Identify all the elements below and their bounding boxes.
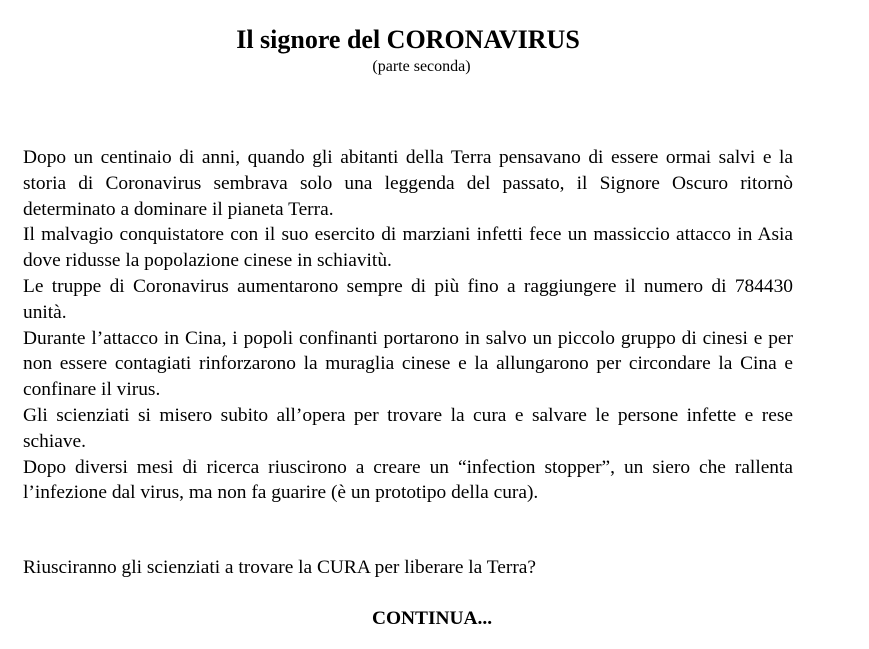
document-title: Il signore del CORONAVIRUS <box>236 25 580 54</box>
story-question: Riusciranno gli scienziati a trovare la CURA per liberare la Terra? <box>23 557 537 578</box>
story-paragraph-1: Dopo un centinaio di anni, quando gli abitanti della Terra pensavano di essere ormai salvi e la storia di Coronavirus sembrava solo una leggenda del passato, il Signore Oscuro ritornò determinato a dominare il pianeta Terra. <box>23 147 793 220</box>
story-body <box>23 145 793 506</box>
story-paragraph-5: Gli scienziati si misero subito all’opera per trovare la cura e salvare le persone infette e rese schiave. <box>23 404 793 452</box>
continua-label: CONTINUA... <box>371 608 493 629</box>
story-paragraph-2: Il malvagio conquistatore con il suo esercito di marziani infetti fece un massiccio attacco in Asia dove ridusse la popolazione cinese in schiavitù. <box>23 224 793 272</box>
document-subtitle: (parte seconda) <box>372 58 471 75</box>
story-paragraph-6: Dopo diversi mesi di ricerca riuscirono a creare un “infection stopper”, un siero che rallenta l’infezione dal virus, ma non fa guarire (è un prototipo della cura). <box>23 456 793 504</box>
story-paragraph-4: Durante l’attacco in Cina, i popoli confinanti portarono in salvo un piccolo gruppo di cinesi e per non essere contagiati rinforzarono la muraglia cinese e la allungarono per circondare la Cina e confinare il virus. <box>23 327 793 401</box>
story-paragraph-3: Le truppe di Coronavirus aumentarono sempre di più fino a raggiungere il numero di 784430 unità. <box>23 275 793 323</box>
